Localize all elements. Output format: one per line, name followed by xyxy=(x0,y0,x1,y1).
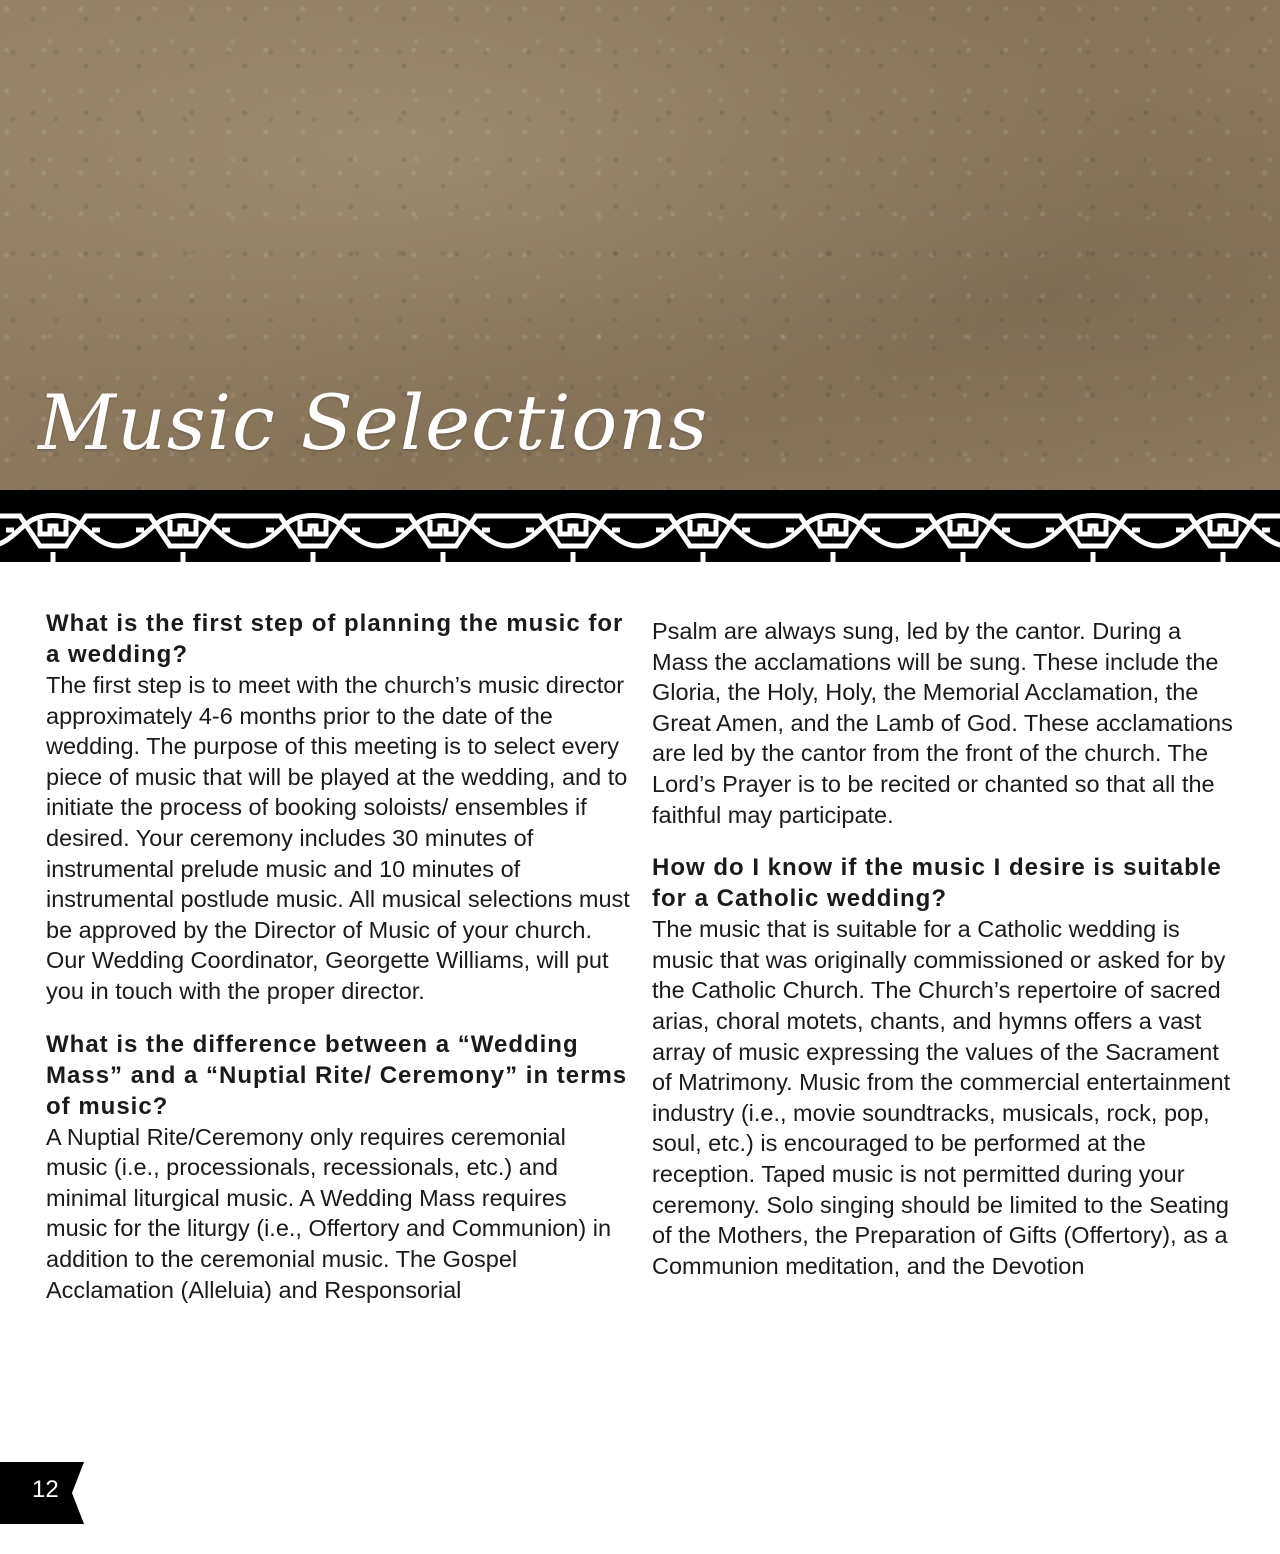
page-number: 12 xyxy=(32,1476,59,1503)
left-column xyxy=(46,608,631,1327)
faq-answer-first-step: The first step is to meet with the church’s music director approximately 4-6 months prior to the date of the wedding. The purpose of this meeting is to select every piece of music that will be played at the wedding, and to initiate the process of booking soloists/ ensembles if desired. Your ceremony includes 30 minutes of instrumental prelude music and 10 minutes of instrumental postlude music. All musical selections must be approved by the Director of Music of your church. Our Wedding Coordinator, Georgette Williams, will put you in touch with the proper director. xyxy=(46,672,630,1004)
faq-answer-mass-vs-rite: A Nuptial Rite/Ceremony only requires ceremonial music (i.e., processionals, recessionals, etc.) and minimal liturgical music. A Wedding Mass requires music for the liturgy (i.e., Offertory and Communion) in addition to the ceremonial music. The Gospel Acclamation (Alleluia) and Responsorial xyxy=(46,1123,612,1303)
hero-texture-banner xyxy=(0,0,1280,490)
decorative-pattern-band xyxy=(0,490,1280,562)
right-column xyxy=(652,616,1242,1303)
faq-answer-suitable-music: The music that is suitable for a Catholic wedding is music that was originally commissioned or asked for by the Catholic Church. The Church’s repertoire of sacred arias, choral motets, chants, and hymns offers a vast array of music expressing the values of the Sacrament of Matrimony. Music from the commercial entertainment industry (i.e., movie soundtracks, musicals, rock, pop, soul, etc.) is encouraged to be performed at the reception. Taped music is not permitted during your ceremony. Solo singing should be limited to the Seating of the Mothers, the Preparation of Gifts (Offertory), as a Communion meditation, and the Devotion xyxy=(652,916,1231,1279)
faq-question-first-step: What is the first step of planning the music for a wedding? xyxy=(46,610,624,668)
faq-question-suitable-music: How do I know if the music I desire is suitable for a Catholic wedding? xyxy=(652,854,1222,913)
faq-question-mass-vs-rite: What is the difference between a “Wedding Mass” and a “Nuptial Rite/ Ceremony” in terms of music? xyxy=(46,1030,628,1120)
faq-answer-continuation: Psalm are always sung, led by the cantor. During a Mass the acclamations will be sung. These include the Gloria, the Holy, Holy, the Memorial Acclamation, the Great Amen, and the Lamb of God. These acclamations are led by the cantor from the front of the church. The Lord’s Prayer is to be recited or chanted so that all the faithful may participate. xyxy=(652,618,1233,828)
page-title: Music Selections xyxy=(38,378,709,467)
lattice-pattern-graphic xyxy=(0,490,1280,562)
